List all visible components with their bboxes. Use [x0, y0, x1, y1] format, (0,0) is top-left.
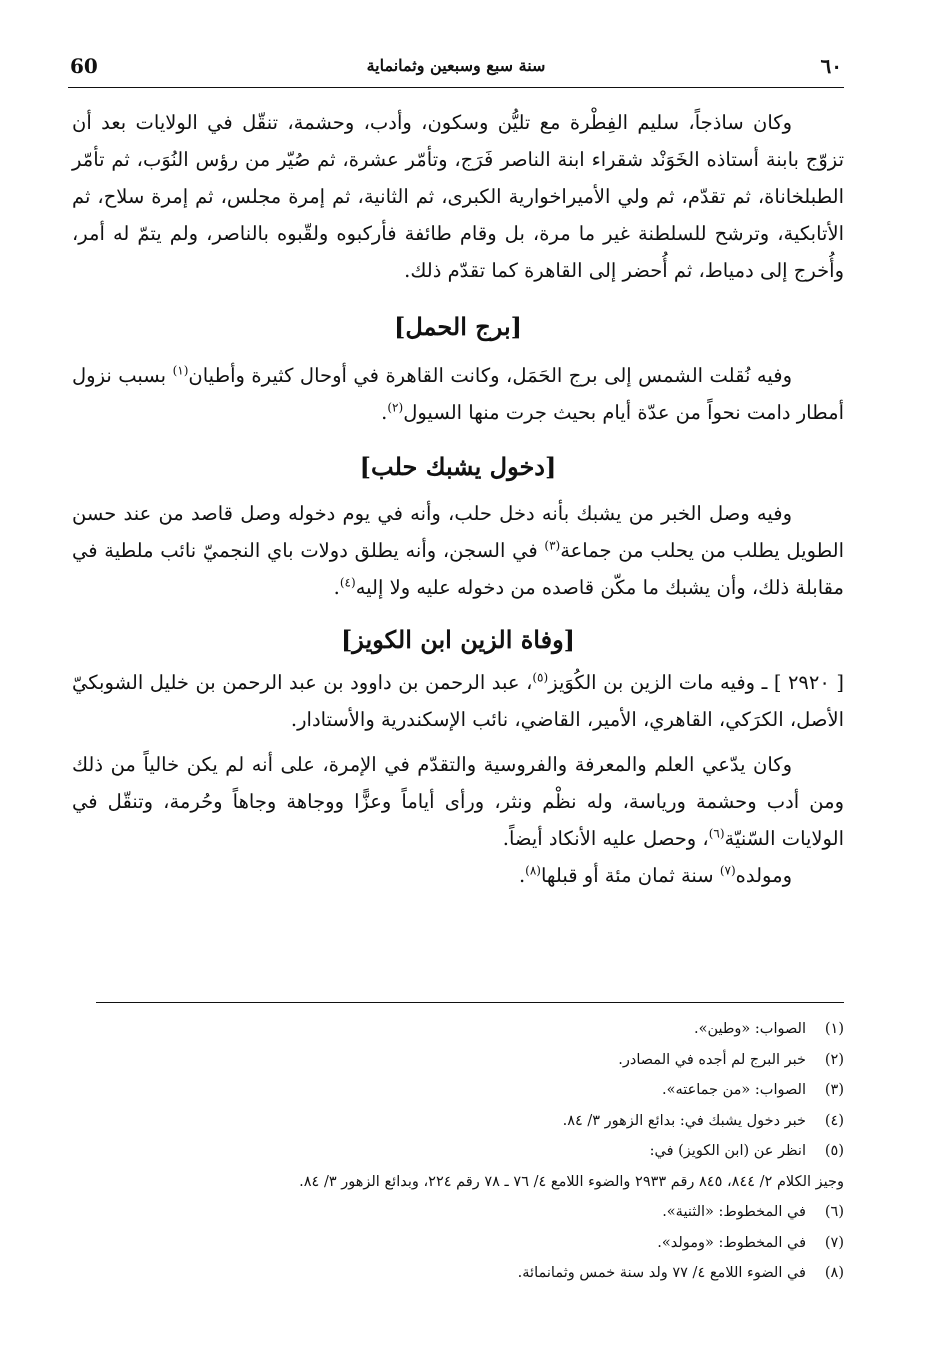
footnote-separator [96, 1002, 844, 1003]
paragraph-5 [72, 746, 844, 857]
p2-end: . [381, 401, 388, 424]
footnote-number: (١) [824, 1021, 844, 1037]
footnote-text: في الضوء اللامع ٤/ ٧٧ ولد سنة خمس وثمانمائة. [517, 1265, 806, 1281]
footnote-text: خبر دخول يشبك في: بدائع الزهور ٣/ ٨٤. [562, 1112, 806, 1129]
paragraph-6 [72, 857, 844, 894]
footnote-continuation: وجيز الكلام ٢/ ٨٤٤، ٨٤٥ رقم ٢٩٣٣ والضوء اللامع ٤/ ٧٦ ـ ٧٨ رقم ٢٢٤، وبدائع الزهور ٣/ ٨٤. [299, 1173, 844, 1190]
footnote-item [96, 1136, 844, 1167]
p6-end: . [518, 864, 526, 887]
footnote-item [96, 1045, 844, 1076]
footnote-ref-7: (٧) [719, 863, 736, 878]
section-heading-borj-alhamal: [برج الحمل] [393, 312, 522, 341]
p3-text: وفيه وصل الخبر من يشبك بأنه دخل حلب، وأنه في يوم دخوله وصل قاصد من عند حسن الطويل يطلب من يحلب من جماعة [72, 502, 844, 562]
footnote-number: (٢) [824, 1051, 844, 1068]
footnote-ref-4: (٤) [339, 575, 356, 590]
footnote-text: انظر عن (ابن الكويز) في: [649, 1143, 806, 1159]
footnote-item [96, 1106, 844, 1137]
footnotes [96, 1014, 844, 1289]
running-title: سنة سبع وسبعين وثمانماية [366, 56, 546, 75]
footnote-text: الصواب: «من جماعته». [661, 1082, 806, 1098]
footnote-number: (٨) [824, 1265, 844, 1281]
footnote-ref-8: (٨) [525, 863, 541, 878]
section-heading-ibn-alkuwayz: [وفاة الزين ابن الكويز] [340, 625, 576, 654]
p2-text-2: بسبب نزول أمطار دامت نحواً من عدّة أيام بحيث جرت منها السيول [72, 364, 844, 424]
footnote-ref-2: (٢) [387, 400, 404, 415]
p5-text-2: ، وحصل عليه الأنكاد أيضاً. [502, 827, 709, 850]
paragraph-3 [72, 495, 844, 606]
paragraph-1: وكان ساذجاً، سليم الفِطْرة مع تليُّن وسكون، وأدب، وحشمة، تنقّل في الولايات بعد أن تزوّج بابنة أستاذه الخَوَنْد شقراء ابنة الناصر فَرَج، وتأمّر عشرة، ثم صُيّر من رؤس النُوَب، ثم تأمّر الطبلخاناة، ثم تقدّم، ثم ولي الأميراخوارية الكبرى، ثم الثانية، ثم إمرة مجلس، ثم إمرة سلاح، ثم الأتابكية، وترشح للسلطنة غير ما مرة، بل وقام طائفة فأركبوه ولقّبوه بالناصر، ولم يتمّ له أمر، وأُخرج إلى دمياط، ثم أُحضر إلى القاهرة كما تقدّم ذلك. [72, 111, 844, 282]
footnote-ref-6: (٦) [708, 826, 725, 841]
p6-text: ومولده [735, 864, 792, 887]
p5-text: وكان يدّعي العلم والمعرفة والفروسية والتقدّم في الإمرة، على أنه لم يكن خالياً من ذلك ومن أدب وحشمة ورياسة، وله نظْم ونثر، ورأى أياماً وعزًّا ووجاهة وجاهاً وحُرمة، وتنقّل في الولايات السّنيّة [72, 753, 844, 850]
footnote-item [96, 1075, 844, 1106]
footnote-number: (٥) [824, 1143, 844, 1159]
footnote-text: في المخطوط: «ومولد». [657, 1234, 806, 1251]
p3-text-2: في السجن، وأنه يطلق دولات باي النجميّ نائب ملطية في مقابلة ذلك، وأن يشبك ما مكّن قاصده من دخوله عليه ولا إليه [72, 539, 844, 599]
page-number-latin: 60 [70, 54, 98, 78]
footnote-item [96, 1228, 844, 1259]
footnote-text: في المخطوط: «الثنية». [662, 1204, 806, 1220]
p4-text: [ ٢٩٢٠ ] ـ وفيه مات الزين بن الكُوَيز [548, 671, 844, 694]
footnote-number: (٣) [824, 1082, 844, 1098]
footnote-ref-3: (٣) [544, 538, 561, 553]
footnote-item [96, 1014, 844, 1045]
section-heading-yashbak-aleppo: [دخول يشبك حلب] [359, 452, 557, 481]
footnote-ref-5: (٥) [532, 670, 549, 685]
footnote-item [96, 1197, 844, 1228]
page-number-arabic: ٦٠ [820, 54, 842, 78]
footnote-text: الصواب: «وطين». [694, 1021, 806, 1037]
footnote-ref-1: (١) [172, 363, 189, 378]
header-rule [68, 87, 844, 88]
footnote-number: (٦) [824, 1204, 844, 1220]
p2-text: وفيه نُقلت الشمس إلى برج الحَمَل، وكانت القاهرة في أوحال كثيرة وأطيان [188, 364, 792, 387]
p4-text-2: ، عبد الرحمن بن داوود بن عبد الرحمن بن خليل الشوبكيّ الأصل، الكرَكي، القاهري، الأمير، القاضي، نائب الإسكندرية والأستادار. [72, 671, 844, 731]
main-text [72, 104, 844, 894]
footnote-number: (٤) [824, 1112, 844, 1129]
footnote-text: خبر البرج لم أجده في المصادر. [618, 1051, 806, 1068]
paragraph-2 [72, 357, 844, 431]
footnote-item [96, 1258, 844, 1289]
paragraph-4 [72, 664, 844, 738]
footnote-number: (٧) [824, 1234, 844, 1251]
page-header [68, 52, 844, 88]
p3-end: . [333, 576, 340, 599]
p6-text-2: سنة ثمان مئة أو قبلها [540, 864, 720, 887]
